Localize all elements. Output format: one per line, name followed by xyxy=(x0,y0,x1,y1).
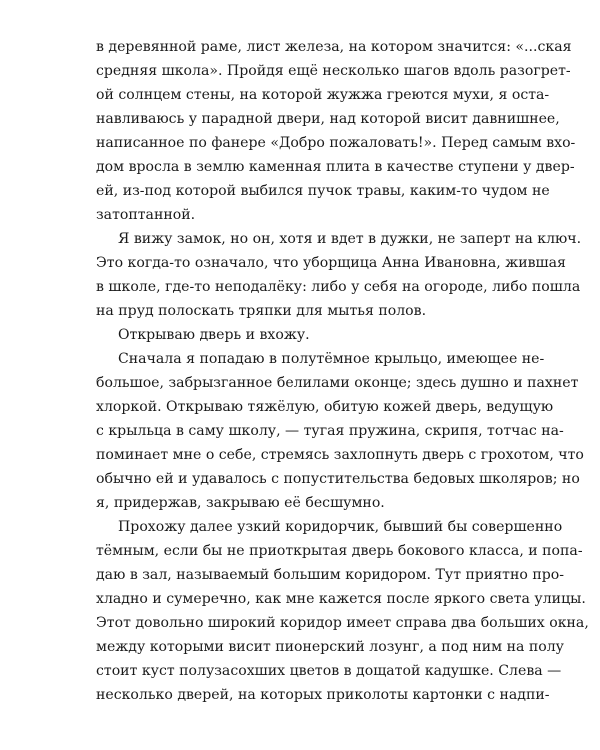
text-line: в деревянной раме, лист железа, на котором значится: «...ская xyxy=(96,39,572,55)
text-line: Прохожу далее узкий коридорчик, бывший бы совершенно xyxy=(118,519,563,535)
text-line: навливаюсь у парадной двери, над которой висит давнишнее, xyxy=(96,111,560,127)
text-line: средняя школа». Пройдя ещё несколько шагов вдоль разогрет- xyxy=(96,63,571,79)
text-line: хлоркой. Открываю тяжёлую, обитую кожей дверь, ведущую xyxy=(96,399,554,415)
text-line: затоптанной. xyxy=(96,207,196,223)
text-line: Открываю дверь и вхожу. xyxy=(118,327,310,343)
text-line: обычно ей и удавалось с попустительства бедовых школяров; но xyxy=(96,471,580,487)
text-line: тёмным, если бы не приоткрытая дверь бокового класса, и попа- xyxy=(96,543,583,559)
text-line: даю в зал, называемый большим коридором. Тут приятно про- xyxy=(96,567,565,583)
text-line: несколько дверей, на которых приколоты картонки с надпи- xyxy=(96,687,550,703)
text-line: Я вижу замок, но он, хотя и вдет в дужки, не заперт на ключ. xyxy=(118,231,582,247)
text-line: Сначала я попадаю в полутёмное крыльцо, имеющее не- xyxy=(118,351,545,367)
text-line: большое, забрызганное белилами оконце; здесь душно и пахнет xyxy=(96,375,579,391)
text-line: между которыми висит пионерский лозунг, а под ним на полу xyxy=(96,639,564,655)
text-line: на пруд полоскать тряпки для мытья полов. xyxy=(96,303,427,319)
text-line: Это когда-то означало, что уборщица Анна Ивановна, жившая xyxy=(96,255,566,271)
text-line: ой солнцем стены, на которой жужжа греются мухи, я оста- xyxy=(96,87,550,103)
text-line: в школе, где-то неподалёку: либо у себя на огороде, либо пошла xyxy=(96,279,581,295)
text-line: хладно и сумеречно, как мне кажется после яркого света улицы. xyxy=(96,591,586,607)
text-line: поминает мне о себе, стремясь захлопнуть дверь с грохотом, что xyxy=(96,447,584,463)
text-line: стоит куст полузасохших цветов в дощатой кадушке. Слева — xyxy=(96,663,562,679)
text-line: я, придержав, закрываю её бесшумно. xyxy=(96,495,385,511)
text-line: ей, из-под которой выбился пучок травы, каким-то чудом не xyxy=(96,183,550,199)
text-line: дом вросла в землю каменная плита в качестве ступени у двер- xyxy=(96,159,575,175)
text-line: написанное по фанере «Добро пожаловать!». Перед самым вхо- xyxy=(96,135,576,151)
text-line: с крыльца в саму школу, — тугая пружина, скрипя, тотчас на- xyxy=(96,423,564,439)
text-line: Этот довольно широкий коридор имеет справа два больших окна, xyxy=(96,615,589,631)
